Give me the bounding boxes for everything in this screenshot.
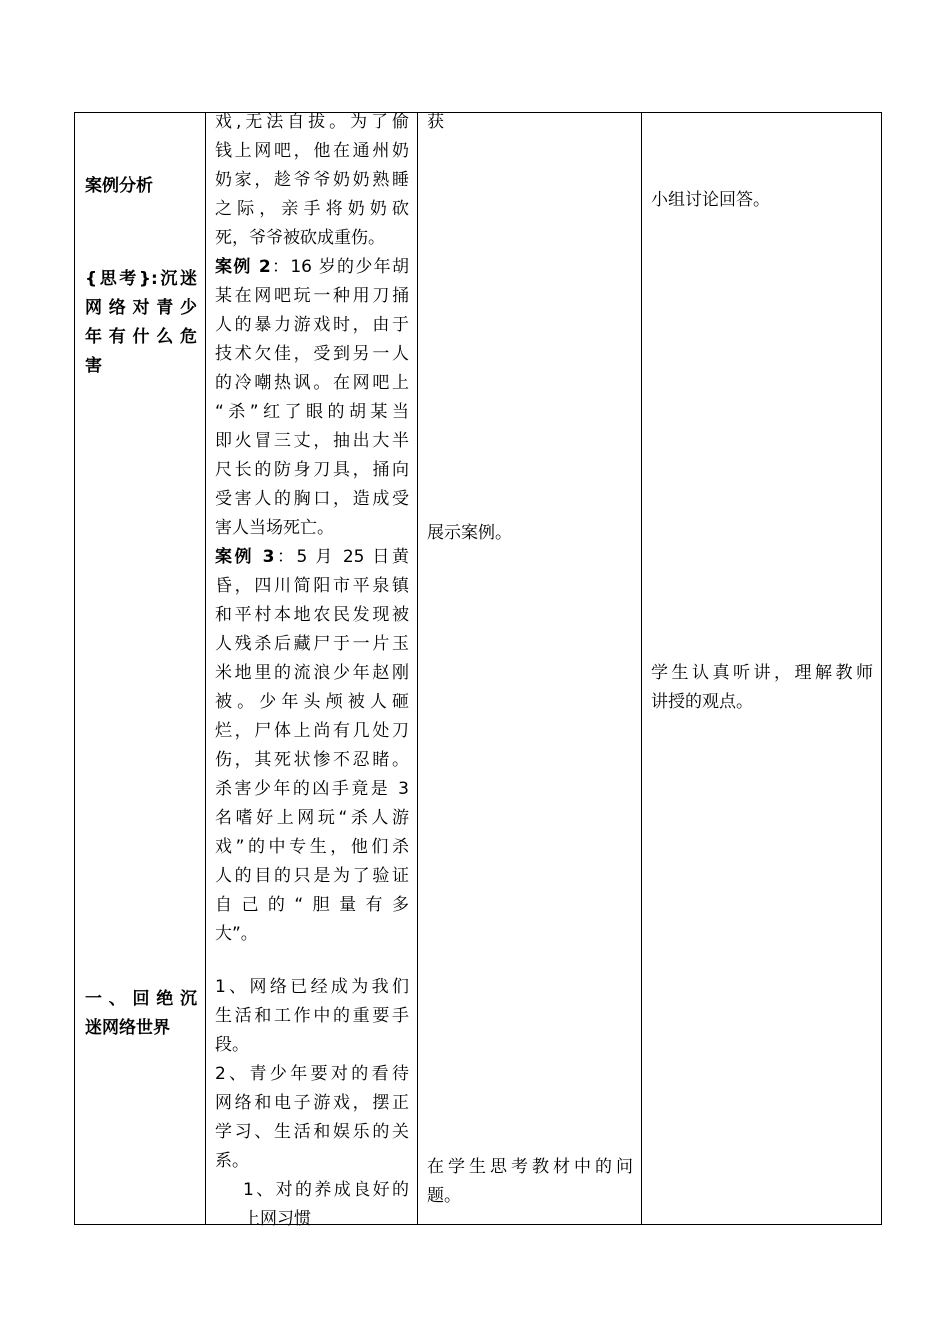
points-block: 1、网络已经成为我们 生活和工作中的重要手 段。 2、青少年要对的看待 网络和电子游戏，摆正 学习、生活和娱乐的关 系。 bbox=[215, 977, 409, 1171]
teacher-activity-think: 在学生思考教材中的问 题。 bbox=[427, 1157, 633, 1206]
column-divider bbox=[205, 113, 206, 1224]
teacher-activity-top: 获 bbox=[427, 112, 444, 132]
think-question: {思考}:沉迷 网络对青少 年有什么危 害 bbox=[85, 269, 197, 376]
case-studies-block: 戏,无法自拔。为了偷 钱上网吧，他在通州奶 奶家，趁爷爷奶奶熟睡 之际，亲手将奶奶砍 死，爷爷被砍成重伤。 案例 2：16 岁的少年胡 某在网吧玩一种用刀捅 人的暴力游戏时，由于 技术欠佳，受到另一人 的冷嘲热讽。在网吧上 “杀”红了眼的胡某当 即火冒三丈，抽出大半 尺长的防身刀具，捅向 受害人的胸口，造成受 害人当场死亡。 案例 3：5 月 25 日黄 昏，四川简阳市平泉镇 和平村本地农民发现被 人残杀后藏尸于一片玉 米地里的流浪少年赵刚 被。少年头颅被人砸 烂，尸体上尚有几处刀 伤，其死状惨不忍睹。 杀害少年的凶手竟是 3 名嗜好上网玩“杀人游 戏”的中专生，他们杀 人的目的只是为了验证 自己的“胆量有多 大”。 bbox=[215, 112, 409, 944]
case2-first-line: 案例 2：16 岁的少年胡 bbox=[215, 257, 409, 277]
heading-case-analysis: 案例分析 bbox=[85, 176, 153, 196]
column-divider bbox=[417, 113, 418, 1224]
column-divider bbox=[641, 113, 642, 1224]
student-activity-listen: 学生认真听讲，理解教师 讲授的观点。 bbox=[651, 663, 873, 712]
teacher-activity-show-case: 展示案例。 bbox=[427, 523, 512, 543]
lesson-plan-table bbox=[74, 112, 882, 1229]
case3-first-line: 案例 3：5 月 25 日黄 bbox=[215, 547, 409, 567]
section-heading-one: 一、回绝沉 迷网络世界 bbox=[85, 989, 197, 1038]
sub-point-block: 1、对的养成良好的 上网习惯 bbox=[243, 1180, 409, 1229]
student-activity-discuss: 小组讨论回答。 bbox=[651, 190, 770, 210]
